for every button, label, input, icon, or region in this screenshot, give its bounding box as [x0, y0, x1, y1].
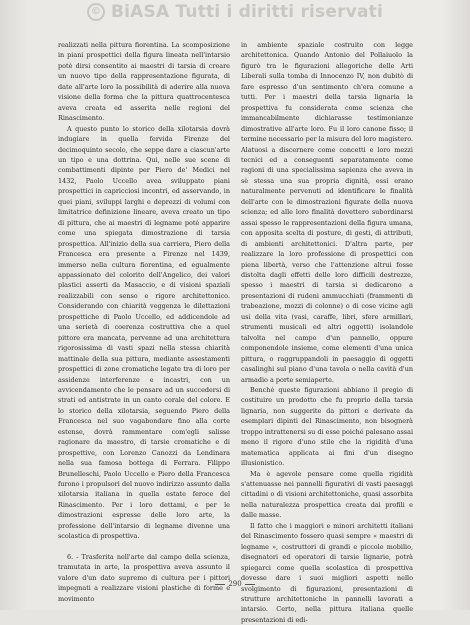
section-break — [58, 542, 230, 552]
paragraph: in ambiente spaziale costruito con legge architettonica. Quando Antonio del Pollaiuolo la figurò tra le figurazioni allegoriche delle Arti Liberali sulla tomba di Innocenzo IV, non dubitò di fare espresso d'un sentimento ch'era comune a tutti. Per i maestri della tarsia lignaria la prospettiva fu considerata come scienza che immancabilmente dichiarasse testimonianze dimostrative all'arte loro. Fu il loro canone fisso; il termine necessario per la misura del loro magistero. Alatuosi a discernere come concetti e loro mezzi tecnici ed a conseguenti separatamente come ragioni di una specialissima sapienza che aveva in sè stessa una sua propria dignità, essi erano naturalmente pervenuti ad identificare le finalità dell'arte con le dimostrazioni figurate della nuova scienza; ed alle loro finalità dovettero subordinarsi assai spesso le rappresentazioni della figura umana, con apposita scelta di posture, di gesti, di attributi, di ambienti architettonici. D'altra parte, per realizzare la loro professione di prospettici con piena libertà, verso che l'attenzione altrui fosse distolta dagli effetti delle loro difficili destrezze, spesso i maestri di tarsia si dedicarono a presentazioni di rudeni ammucchiati (frammenti di trabeazione, mozzi di colonne) o di cose vicine agli usi della vita (vasi, caraffe, libri, sfere armillari, strumenti musicali ed altri oggetti) isolandole talvolta nel campo d'un pannello, oppure componendole insieme, come elementi d'una unica pittura, o raggruppandoli in paesaggio di oggetti casalinghi sul piano d'una tavola o nella cavità d'un armadio a porte semiaperte. — [241, 41, 413, 384]
left-text-column — [58, 40, 230, 604]
paragraph: realizzati nella pittura fiorentina. La scomposizione in piani prospettici della figura lineata nell'intarsio potè dirsi consentito ai maestri di tarsia di creare un nuovo tipo della rappresentazione figurata, di date all'arte loro la possibilità di aderire alla nuova visione della forma che la pittura quattrocentesca aveva creata ed asserita nelle regioni del Rinascimento. — [58, 41, 230, 123]
watermark — [0, 2, 470, 22]
watermark-text: BiASA Tutti i diritti riservati — [111, 2, 383, 22]
section-6-paragraph: 6. - Trasferita nell'arte dal campo della scienza, tramutata in arte, la prospettiva aveva assunto il valore d'un dato supremo di cultura per i pittori impegnati a realizzare visioni plastiche di forme e movimento — [58, 552, 230, 603]
copyright-mark-icon: © — [87, 3, 105, 21]
paragraph: A questo punto lo storico della xilotarsia dovrà indugiare in quella fervida Firenze del decimoquinto secolo, che seppe dare a ciascun'arte un tipo e una dottrina. Qui, nelle sue scene di combattimenti dipinte per Piero de' Medici nel 1432, Paolo Uccello avea sviluppato piani prospettici in capricciosi incontri, ed asservando, in quei piani, sviluppi larghi e deprezzi di volumi con limitatrice definizione lineare, aveva creato un tipo di pittura, che ai maestri di legname poté apparire come una spiegata dimostrazione di tarsia prospettica. All'inizio della sua carriera, Piero della Francesca era presente a Firenze nel 1439, immerso nella cultura fiorentina, ed egualmente appassionato del colorito dell'Angelico, dei valori plastici asserti da Masaccio, e di visioni spaziali realizzabili con senso e rigore architettonico. Considerando con chiarità veggenza le dilettazioni prospettiche di Paolo Uccello, ed addicendole ad una serietà di coerenza costruttiva che a quel pittore era mancata, pervenne ad una architettura rigorosissima di vasti spazi nella stessa chiarità mattinale della sua pittura, mediante assestamenti prospettici di zone cromatiche legate tra di loro per assidenze interferenze e incastri, con un avvicendamento che le pensare ad un succedersi di strati ed antistrate in un canto corale del colore. E lo storico della xilotarsia, seguendo Piero della Francesca nel suo vagabondare fino alla corte estense, dovrà rammentare com'egli salisse ragionare da maestro, di tarsie cromatiche e di prospettive, con Lorenzo Canozzi da Lendinara nella sua famosa bottega di Ferrara. Filippo Brunelleschi, Paolo Uccello e Piero della Francesca furono i propulsori del nuovo indirizzo assunto dalla xilotarsia italiana in quella estate feroce del Rinascimento. Per i loro dettami, e per le dimostrazioni espresse delle loro arte, la professione dell'intarsio di legname divenne una scolastica di prospettiva. — [58, 124, 230, 541]
paragraph: Benché queste figurazioni abbiano il pregio di costituire un prodotto che fu proprio della tarsia lignaria, non suggerite da pittori e derivate da esemplari dipinti del Rinascimento, non bisognerà troppo intrattenersi su di esse poiché palesano assai meno il rigore d'uno stile che la rigidità d'una matematica applicata ai fini d'un disegno illusionistico. — [241, 385, 413, 468]
paragraph: Il fatto che i maggiori e minori architetti italiani del Rinascimento fossero quasi sempre « maestri di legname », costruttori di grandi e piccole mobilio, disegnatori ed operatori di tarsie lignarie, potrà spiegarci come quella scolastica di prospettiva dovesse dare i suoi migliori aspetti nello svolgimento di figurazioni, presentazioni di strutture architettoniche in pannelli lavorati a intarsio. Certo, nella pittura italiana quelle presentazioni di edi- — [241, 521, 413, 624]
page-number-text: 290 — [228, 580, 242, 588]
paragraph: Ma è agevole pensare come quella rigidità s'attenuasse nei pannelli figurativi di vasti paesaggi cittadini o di visioni architettoniche, quasi assorbita nella naturalezza prospettica creata dai profili e dalle masse. — [241, 469, 413, 520]
page-number — [0, 580, 470, 588]
right-text-column — [241, 40, 413, 625]
